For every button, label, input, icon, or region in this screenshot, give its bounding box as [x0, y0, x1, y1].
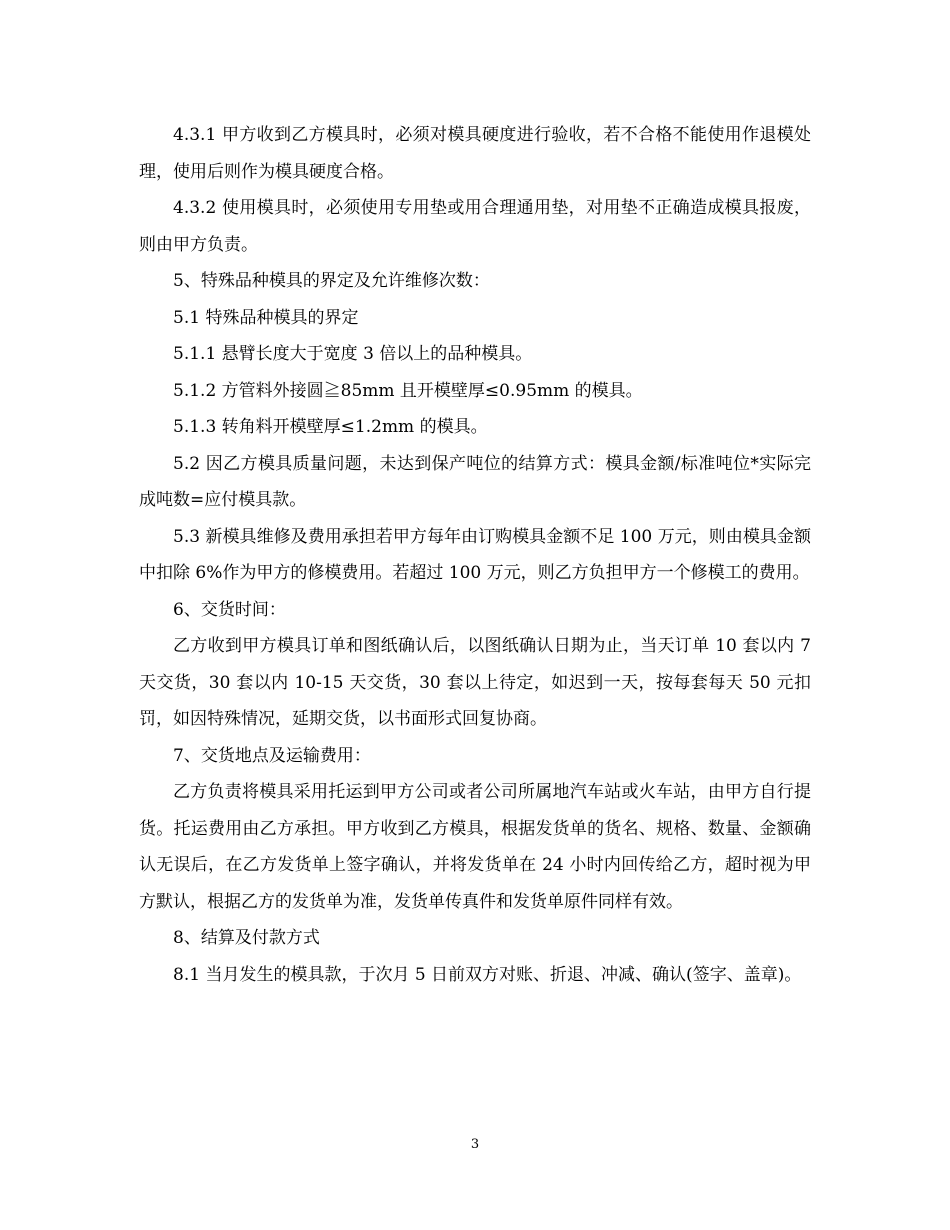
clause-4-3-2: 4.3.2 使用模具时，必须使用专用垫或用合理通用垫，对用垫不正确造成模具报废，则由甲方负责。 — [139, 198, 811, 255]
clause-4-3-1: 4.3.1 甲方收到乙方模具时，必须对模具硬度进行验收，若不合格不能使用作退模处理，使用后则作为模具硬度合格。 — [139, 125, 811, 182]
clause-5-2: 5.2 因乙方模具质量问题，未达到保产吨位的结算方式：模具金额/标准吨位*实际完成吨数=应付模具款。 — [139, 453, 811, 510]
clause-5-3: 5.3 新模具维修及费用承担若甲方每年由订购模具金额不足 100 万元，则由模具金额中扣除 6%作为甲方的修模费用。若超过 100 万元，则乙方负担甲方一个修模工的费用。 — [139, 526, 811, 583]
section-5-heading: 5、特殊品种模具的界定及允许维修次数： — [173, 271, 490, 291]
section-7-heading: 7、交货地点及运输费用： — [173, 745, 371, 766]
clause-5-1-3: 5.1.3 转角料开模壁厚≤1.2mm 的模具。 — [173, 417, 488, 437]
delivery-location-text: 乙方负责将模具采用托运到甲方公司或者公司所属地汽车站或火车站，由甲方自行提货。托运费用由乙方承担。甲方收到乙方模具，根据发货单的货名、规格、数量、金额确认无误后，在乙方发货单上签字确认，并将发货单在 24 小时内回传给乙方，超时视为甲方默认，根据乙方的发货单为准，发货单传真件和发货单原件同样有效。 — [139, 782, 811, 912]
clause-5-1-2: 5.1.2 方管料外接圆≧85mm 且开模壁厚≤0.95mm 的模具。 — [173, 380, 643, 401]
document-body — [139, 117, 811, 993]
clause-5-1-1: 5.1.1 悬臂长度大于宽度 3 倍以上的品种模具。 — [173, 344, 533, 364]
clause-5-1: 5.1 特殊品种模具的界定 — [173, 307, 359, 328]
section-8-heading: 8、结算及付款方式 — [173, 928, 320, 948]
page-number: 3 — [470, 1137, 480, 1152]
section-6-heading: 6、交货时间： — [173, 599, 286, 620]
delivery-time-text: 乙方收到甲方模具订单和图纸确认后，以图纸确认日期为止，当天订单 10 套以内 7 天交货，30 套以内 10-15 天交货，30 套以上待定，如迟到一天，按每套每天 50 元扣罚，如因特殊情况，延期交货，以书面形式回复协商。 — [139, 636, 811, 729]
clause-8-1: 8.1 当月发生的模具款，于次月 5 日前双方对账、折退、冲减、确认(签字、盖章)。 — [173, 964, 802, 985]
